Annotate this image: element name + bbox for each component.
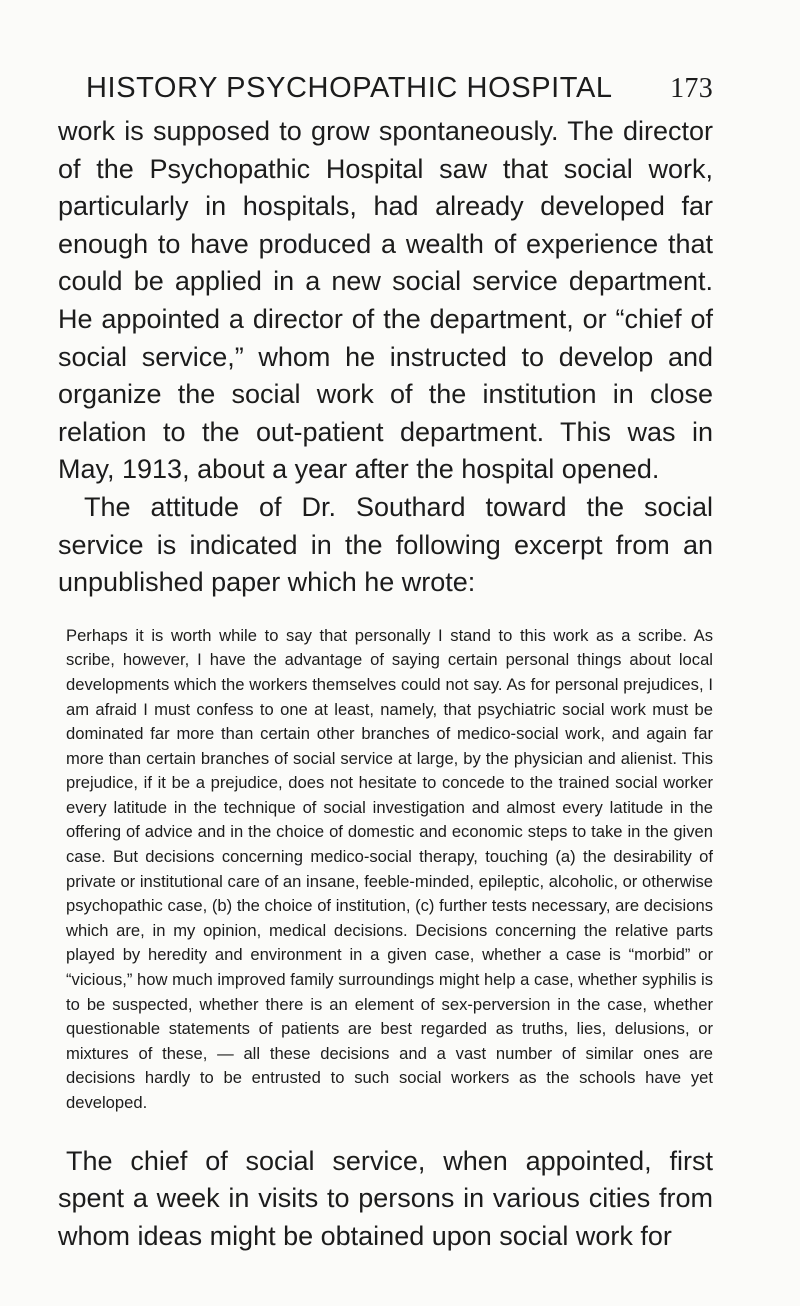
body-paragraph: The chief of social service, when appointed, first spent a week in visits to persons in various cities from whom ideas might be obtained upon social work for: [58, 1145, 713, 1251]
page-number: 173: [670, 73, 713, 104]
book-page: [58, 72, 713, 1255]
body-paragraph: work is supposed to grow spontaneously. The director of the Psychopathic Hospital saw that social work, particularly in hospitals, had already developed far enough to have produced a wealth of experience that could be applied in a new social service department. He appointed a director of the department, or “chief of social service,” whom he instructed to develop and organize the social work of the institution in close relation to the out-patient department. This was in May, 1913, about a year after the hospital opened.: [58, 116, 713, 485]
block-quote: Perhaps it is worth while to say that personally I stand to this work as a scribe. As scribe, however, I have the advantage of saying certain personal things about local developments which the workers themselves could not say. As for personal prejudices, I am afraid I must confess to one at least, namely, that psychiatric social work must be dominated far more than certain other branches of medico-social work, and again far more than certain branches of social service at large, by the physician and alienist. This prejudice, if it be a prejudice, does not hesitate to concede to the trained social worker every latitude in the technique of social investigation and almost every latitude in the offering of advice and in the choice of domestic and economic steps to take in the given case. But decisions concerning medico-social therapy, touching (a) the desirability of private or institutional care of an insane, feeble-minded, epileptic, alcoholic, or otherwise psychopathic case, (b) the choice of institution, (c) further tests necessary, are decisions which are, in my opinion, medical decisions. Decisions concerning the relative parts played by heredity and environment in a given case, whether a case is “morbid” or “vicious,” how much improved family surroundings might help a case, whether syphilis is to be suspected, whether there is an element of sex-perversion in the case, whether questionable statements of patients are best regarded as truths, lies, delusions, or mixtures of these, — all these decisions and a vast number of similar ones are decisions hardly to be entrusted to such social workers as the schools have yet developed.: [66, 625, 713, 1112]
running-header: [86, 72, 713, 105]
body-paragraph: The attitude of Dr. Southard toward the social service is indicated in the following excerpt from an unpublished paper which he wrote:: [58, 491, 713, 598]
running-title: HISTORY PSYCHOPATHIC HOSPITAL: [86, 72, 613, 104]
